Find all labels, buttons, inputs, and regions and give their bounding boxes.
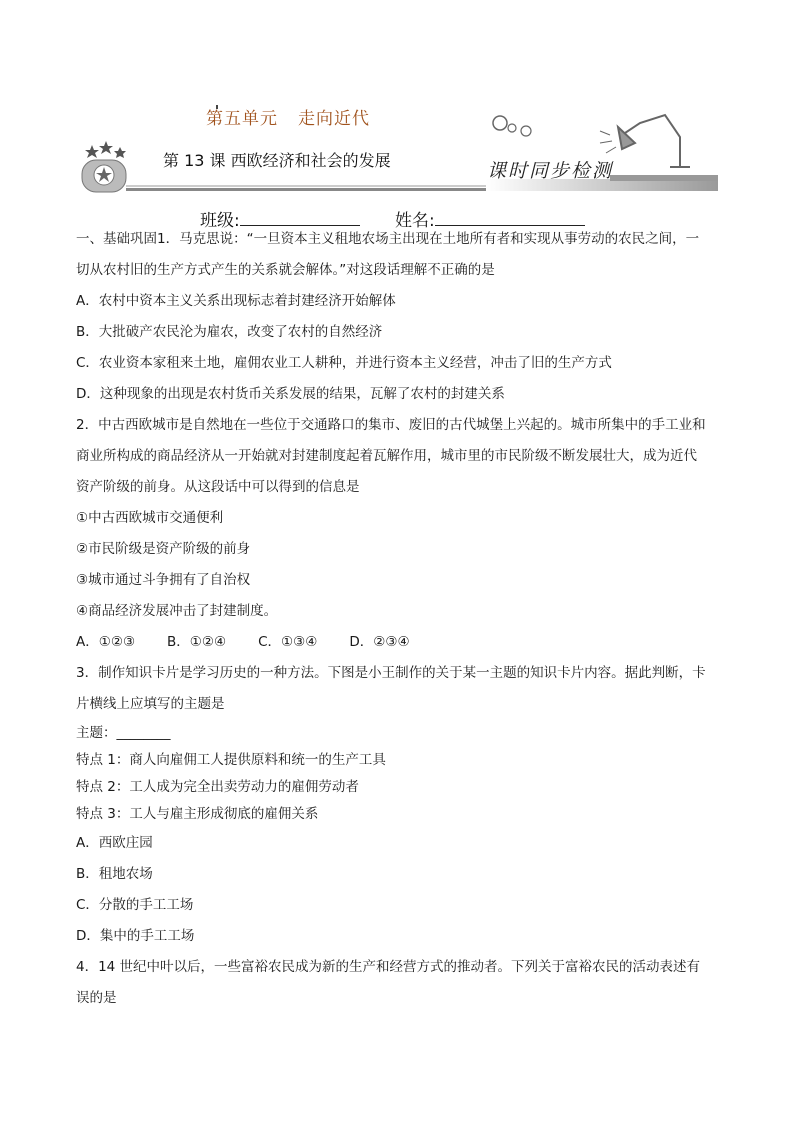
q1-option-a: A．农村中资本主义关系出现标志着封建经济开始解体	[76, 293, 396, 309]
q3-option-a: A．西欧庄园	[76, 835, 153, 851]
q2-statement-4: ④商品经济发展冲击了封建制度。	[76, 603, 278, 619]
unit-topic: 走向近代	[298, 109, 370, 129]
q3-topic: 主题：________	[76, 725, 171, 741]
star-icon	[85, 145, 99, 158]
q1-option-b: B．大批破产农民沦为雇农，改变了农村的自然经济	[76, 324, 383, 340]
q3-feature-3: 特点 3：工人与雇主形成彻底的雇佣关系	[76, 806, 319, 822]
q4-stem-line2: 误的是	[76, 990, 117, 1006]
class-label: 班级:	[200, 211, 240, 231]
q3-stem-line1: 3．制作知识卡片是学习历史的一种方法。下图是小王制作的关于某一主题的知识卡片内容。据此判断，卡	[76, 665, 706, 681]
questions	[76, 224, 724, 1014]
q2-stem-line1: 2．中古西欧城市是自然地在一些位于交通路口的集市、废旧的古代城堡上兴起的。城市所集中的手工业和	[76, 417, 706, 433]
q2-stem-line3: 资产阶级的前身。从这段话中可以得到的信息是	[76, 479, 360, 495]
q1-stem-line1: 一、基础巩固1．马克思说：“一旦资本主义租地农场主出现在土地所有者和实现从事劳动的农民之间，一	[76, 231, 700, 247]
q2-stem-line2: 商业所构成的商品经济从一开始就对封建制度起着瓦解作用，城市里的市民阶级不断发展壮大，成为近代	[76, 448, 697, 464]
q2-statement-3: ③城市通过斗争拥有了自治权	[76, 572, 251, 588]
unit-number: 第五单元	[206, 109, 278, 129]
q3-feature-2: 特点 2：工人成为完全出卖劳动力的雇佣劳动者	[76, 779, 359, 795]
unit-title	[206, 104, 370, 129]
sync-check-label: 课时同步检测	[487, 160, 614, 182]
section-title: 一、基础巩固	[76, 231, 157, 247]
star-icon	[114, 147, 126, 158]
q3-option-d: D．集中的手工工场	[76, 928, 195, 944]
q4-stem-line1: 4．14 世纪中叶以后，一些富裕农民成为新的生产和经营方式的推动者。下列关于富裕农民的活动表述有	[76, 959, 701, 975]
q2-option-c: C．①③④	[258, 634, 318, 650]
q1-stem-line2: 切从农村旧的生产方式产生的关系就会解体。”对这段话理解不正确的是	[76, 262, 495, 278]
lamp-icon	[600, 115, 690, 167]
q3-feature-1: 特点 1：商人向雇佣工人提供原料和统一的生产工具	[76, 752, 386, 768]
q1-option-c: C．农业资本家租来土地，雇佣农业工人耕种，并进行资本主义经营，冲击了旧的生产方式	[76, 355, 612, 371]
lesson-title: 第 13 课 西欧经济和社会的发展	[163, 151, 391, 170]
q3-stem-line2: 片横线上应填写的主题是	[76, 696, 225, 712]
q2-options	[76, 627, 724, 658]
q3-option-c: C．分散的手工工场	[76, 897, 194, 913]
q3-option-b: B．租地农场	[76, 866, 153, 882]
q2-statement-1: ①中古西欧城市交通便利	[76, 510, 224, 526]
q2-statement-2: ②市民阶级是资产阶级的前身	[76, 541, 251, 557]
q2-option-d: D．②③④	[349, 634, 410, 650]
star-icon	[99, 141, 113, 154]
q2-option-a: A．①②③	[76, 634, 136, 650]
name-label: 姓名:	[395, 211, 435, 231]
q2-option-b: B．①②④	[167, 634, 227, 650]
q1-option-d: D．这种现象的出现是农村货币关系发展的结果，瓦解了农村的封建关系	[76, 386, 505, 402]
